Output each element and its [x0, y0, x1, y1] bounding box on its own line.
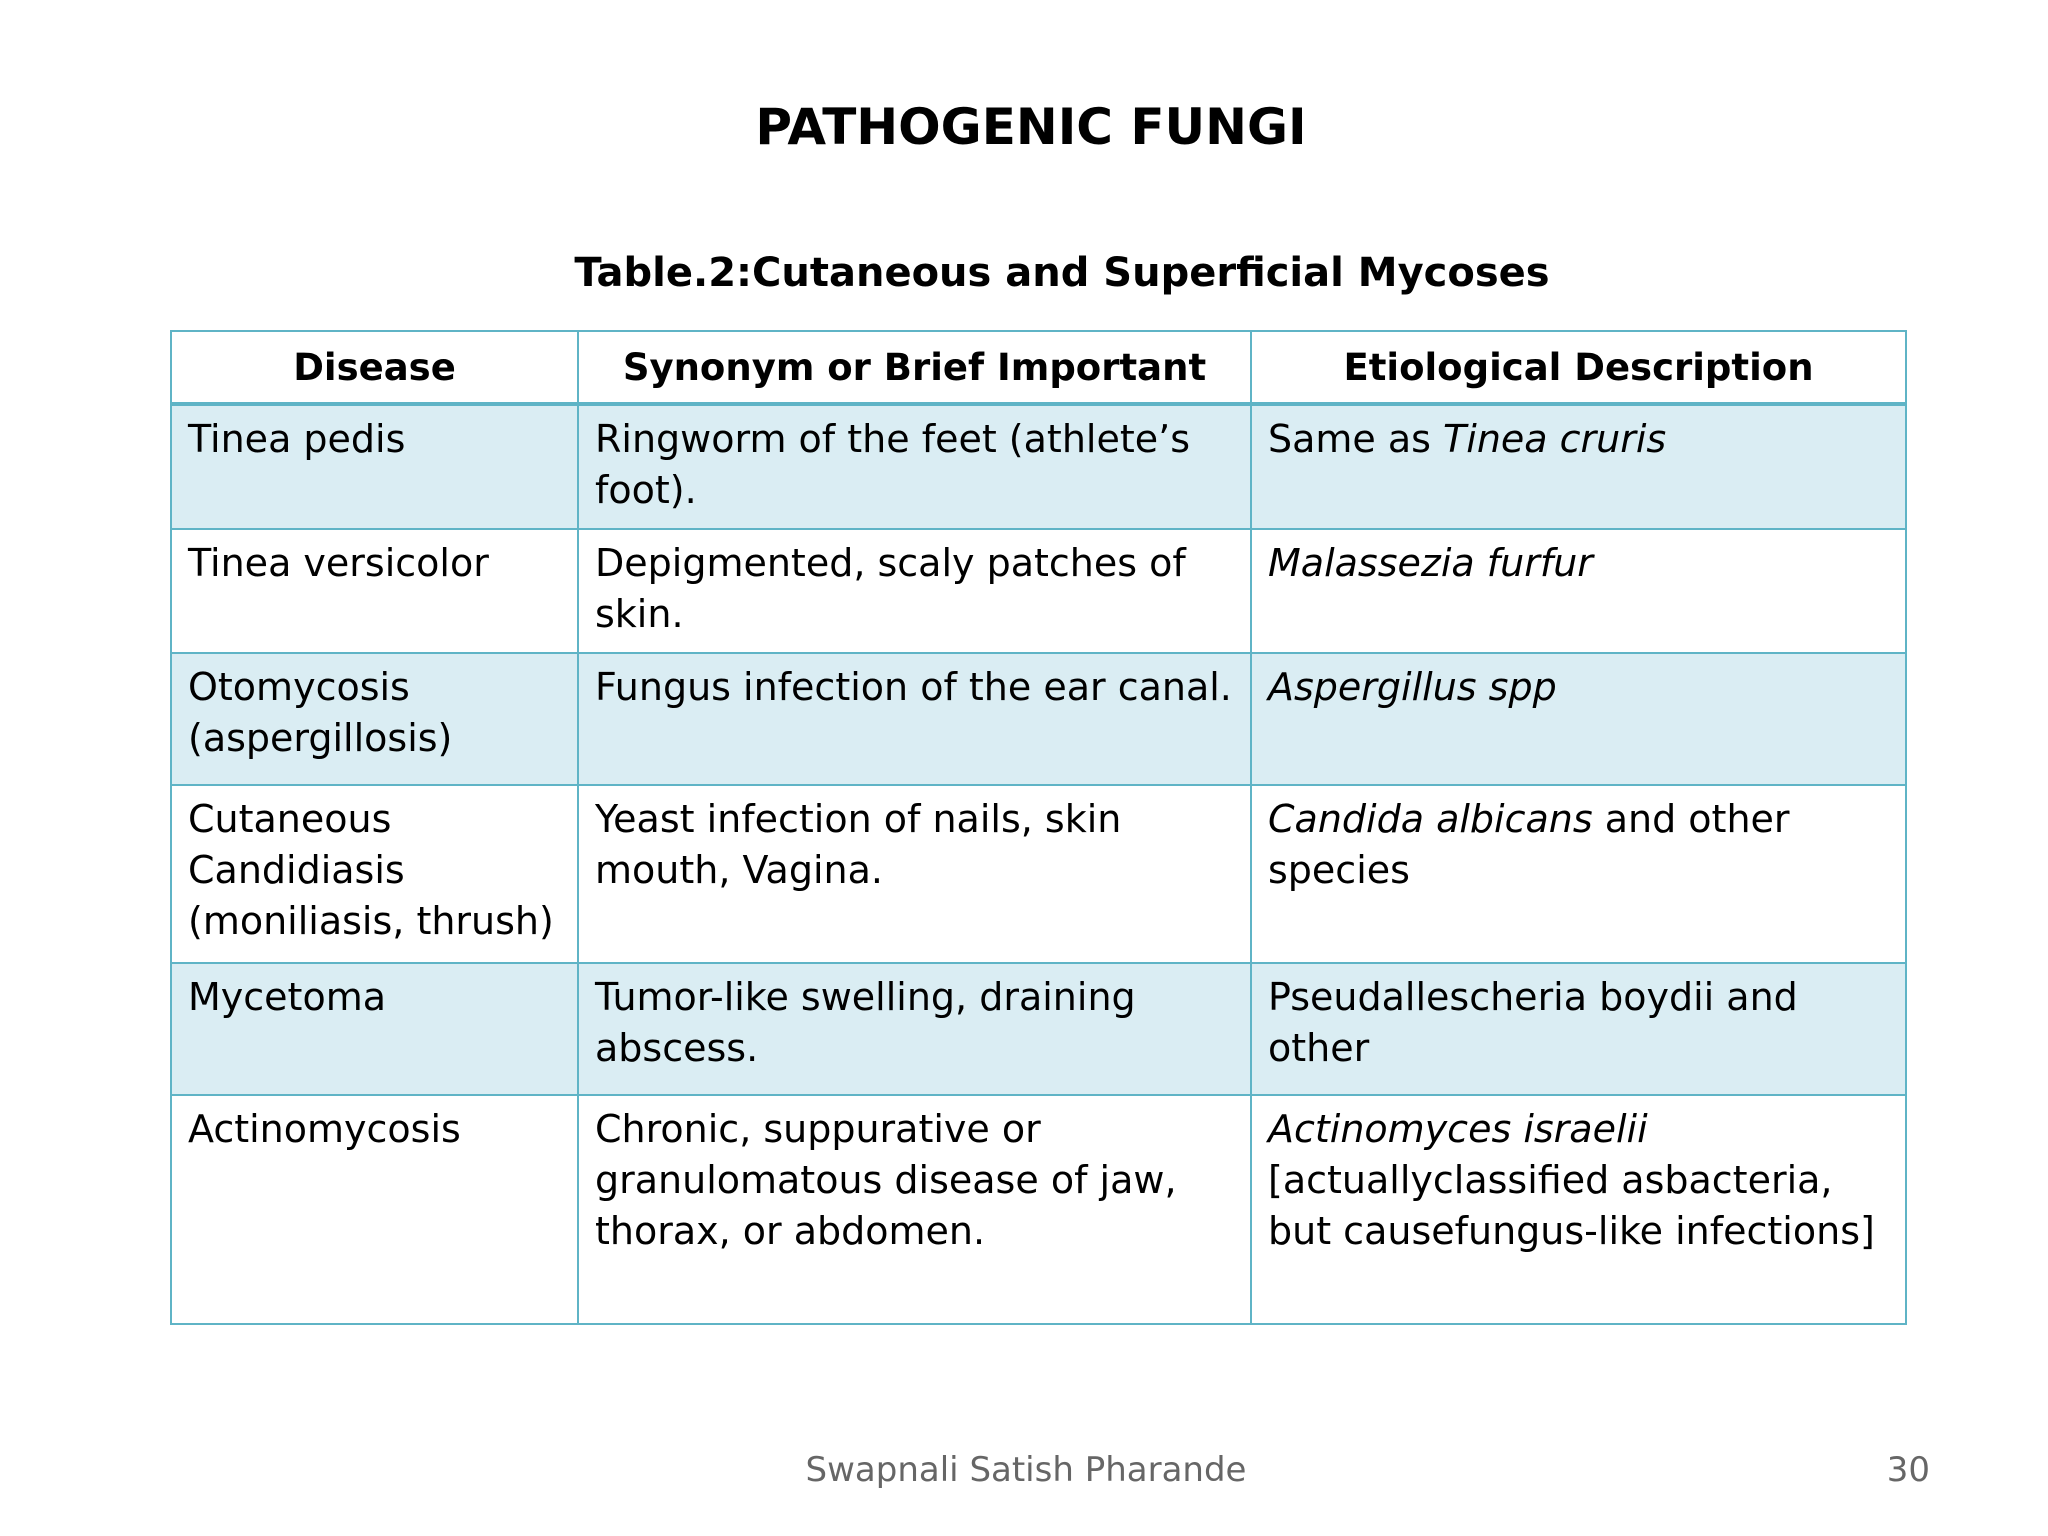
cell-etiology	[1251, 963, 1906, 1095]
cell-synonym: Yeast infection of nails, skin mouth, Vagina.	[578, 785, 1251, 963]
cell-synonym: Ringworm of the feet (athlete’s foot).	[578, 404, 1251, 529]
table-row	[171, 529, 1906, 653]
table-row	[171, 785, 1906, 963]
cell-synonym: Fungus infection of the ear canal.	[578, 653, 1251, 785]
footer-author: Swapnali Satish Pharande	[805, 1450, 1247, 1490]
table-row	[171, 1095, 1906, 1324]
cell-disease: Mycetoma	[171, 963, 578, 1095]
table-header-row	[171, 331, 1906, 404]
cell-etiology	[1251, 529, 1906, 653]
etiology-text: Pseudallescheria boydii and other	[1268, 975, 1798, 1070]
etiology-organism: Malassezia furfur	[1268, 541, 1593, 585]
cell-disease: Cutaneous Candidiasis (moniliasis, thrush)	[171, 785, 578, 963]
cell-synonym: Depigmented, scaly patches of skin.	[578, 529, 1251, 653]
etiology-text-suffix: [actuallyclassified asbacteria, but causefungus-like infections]	[1268, 1158, 1875, 1253]
header-disease: Disease	[171, 331, 578, 404]
page-number: 30	[1886, 1450, 1930, 1490]
cell-etiology	[1251, 1095, 1906, 1324]
cell-synonym: Chronic, suppurative or granulomatous disease of jaw, thorax, or abdomen.	[578, 1095, 1251, 1324]
slide-title: PATHOGENIC FUNGI	[755, 98, 1307, 156]
header-synonym: Synonym or Brief Important	[578, 331, 1251, 404]
cell-disease: Tinea versicolor	[171, 529, 578, 653]
cell-disease: Otomycosis (aspergillosis)	[171, 653, 578, 785]
mycoses-table	[170, 330, 1907, 1325]
etiology-organism: Candida albicans	[1268, 797, 1593, 841]
cell-synonym: Tumor-like swelling, draining abscess.	[578, 963, 1251, 1095]
etiology-text-suffix: and other species	[1268, 797, 1790, 892]
etiology-text: Same as	[1268, 417, 1444, 461]
cell-disease: Tinea pedis	[171, 404, 578, 529]
cell-etiology	[1251, 785, 1906, 963]
cell-etiology	[1251, 404, 1906, 529]
table-row	[171, 963, 1906, 1095]
header-etiology: Etiological Description	[1251, 331, 1906, 404]
table-row	[171, 404, 1906, 529]
etiology-organism: Aspergillus spp	[1268, 665, 1557, 709]
cell-etiology	[1251, 653, 1906, 785]
etiology-organism: Actinomyces israelii	[1268, 1107, 1648, 1151]
cell-disease: Actinomycosis	[171, 1095, 578, 1324]
table-caption: Table.2:Cutaneous and Superficial Mycoses	[574, 250, 1550, 296]
table-row	[171, 653, 1906, 785]
etiology-organism: Tinea cruris	[1443, 417, 1667, 461]
